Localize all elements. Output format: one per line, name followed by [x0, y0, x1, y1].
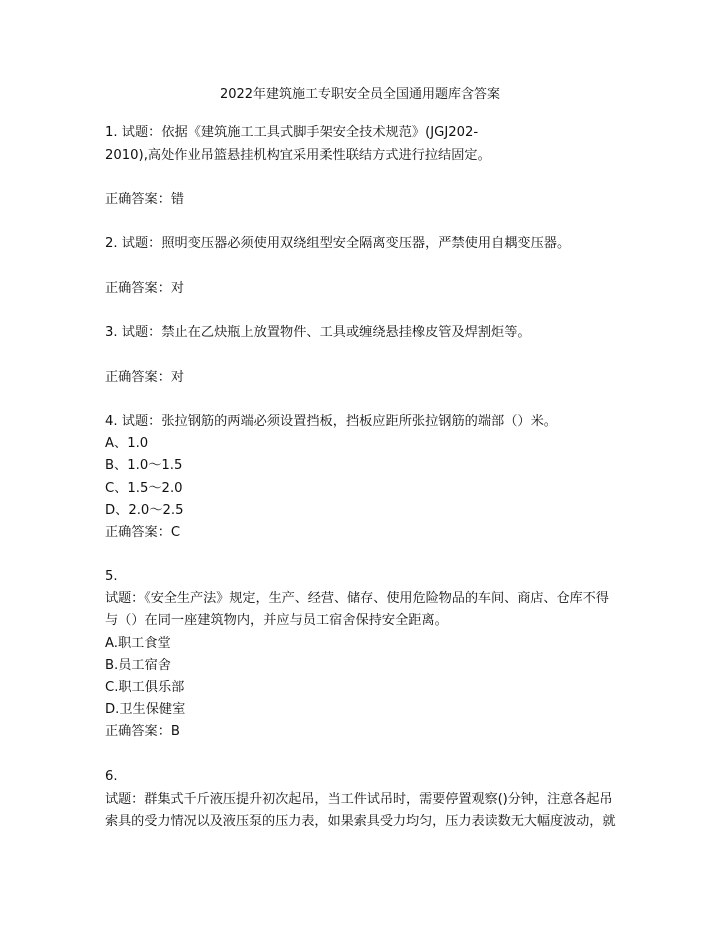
q3-line-1: 3. 试题：禁止在乙炔瓶上放置物件、工具或缠绕悬挂橡皮管及焊割炬等。 — [105, 325, 531, 340]
q6-line-1: 试题：群集式千斤液压提升初次起吊，当工件试吊时，需要停置观察()分钟，注意各起吊 — [105, 792, 613, 807]
q4-answer: 正确答案：C — [105, 525, 181, 540]
q4-line-1: 4. 试题：张拉钢筋的两端必须设置挡板，挡板应距所张拉钢筋的端部（）米。 — [105, 414, 557, 429]
q4-option-c: C、1.5～2.0 — [105, 481, 183, 496]
q5-answer: 正确答案：B — [105, 724, 180, 739]
q5-number: 5. — [105, 569, 118, 584]
q4-option-b: B、1.0～1.5 — [105, 458, 183, 473]
q4-option-a: A、1.0 — [105, 436, 149, 451]
document-title: 2022年建筑施工专职安全员全国通用题库含答案 — [219, 87, 501, 102]
q6-line-2: 索具的受力情况以及液压泵的压力表，如果索具受力均匀，压力表读数无大幅度波动，就 — [105, 814, 616, 829]
q4-option-d: D、2.0～2.5 — [105, 503, 184, 518]
q6-number: 6. — [105, 769, 118, 784]
q5-option-b: B.员工宿舍 — [105, 658, 171, 673]
q2-line-1: 2. 试题：照明变压器必须使用双绕组型安全隔离变压器，严禁使用自耦变压器。 — [105, 236, 571, 251]
q5-option-c: C.职工俱乐部 — [105, 680, 185, 695]
q5-line-2: 与（）在同一座建筑物内，并应与员工宿舍保持安全距离。 — [105, 613, 448, 628]
q5-option-d: D.卫生保健室 — [105, 702, 186, 717]
q1-line-2: 2010),高处作业吊篮悬挂机构宜采用柔性联结方式进行拉结固定。 — [105, 148, 491, 163]
q5-line-1: 试题：《安全生产法》规定，生产、经营、储存、使用危险物品的车间、商店、仓库不得 — [105, 591, 609, 606]
q3-answer: 正确答案：对 — [105, 370, 185, 385]
q2-answer: 正确答案：对 — [105, 281, 185, 296]
q5-option-a: A.职工食堂 — [105, 636, 171, 651]
q1-line-1: 1. 试题：依据《建筑施工工具式脚手架安全技术规范》(JGJ202- — [105, 125, 479, 140]
q1-answer: 正确答案：错 — [105, 192, 185, 207]
